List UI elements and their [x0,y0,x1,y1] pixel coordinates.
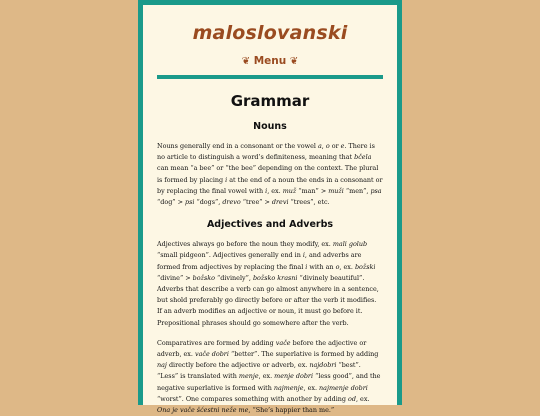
example-term: vače [275,338,291,347]
example-term: menje [238,372,259,381]
comparatives-paragraph [157,338,383,416]
example-term: o [335,262,340,271]
nouns-paragraph [157,141,383,208]
example-term: drevo [222,198,241,207]
header-divider [157,75,383,79]
text-run: Nouns generally end in a consonant or the vowel [157,142,318,150]
example-term: menje dobri [274,372,314,381]
text-run: at the end of a noun the ends in a consonant or by replacing the final vowel with [157,175,383,195]
site-title[interactable]: maloslovanski [192,22,348,44]
text-run: “better”. The superlative is formed by adding [228,350,379,359]
text-run: . There is no article to distinguish a word’s definiteness, meaning that [157,142,375,162]
adjectives-paragraph [157,239,383,329]
example-term: najmenje [273,383,304,392]
example-term: drevi [271,198,289,207]
text-run: , ex. [267,186,283,195]
text-run: “dogs”, [194,198,223,207]
text-run: , and adverbs are formed from adjectives by replacing the final [157,251,362,271]
text-run: directly before the adjective or adverb, ex. [166,361,310,370]
example-term: Ona je vače šćestni neže me [157,406,249,415]
example-term: od [348,394,356,403]
text-run: , [321,142,326,150]
example-term: božsko [192,273,215,282]
example-term: vače dobri [194,350,229,359]
text-run: “dog” > [157,198,185,207]
example-term: božsko krasni [252,273,298,282]
example-term: o [325,142,330,150]
text-run: “divine” > [157,273,193,282]
fleuron-left-icon: ❦ [241,56,251,67]
example-term: naj [157,361,167,370]
section-heading-adjectives: Adjectives and Adverbs [206,219,334,231]
text-run: “man” > [296,186,329,195]
example-term: e [340,142,345,150]
example-term: muži [328,186,344,195]
page-column [138,0,402,415]
text-run: , ex. [355,394,370,403]
text-run: , “She’s happier than me.” [248,406,335,415]
text-run: Adjectives always go before the noun they modify, ex. [157,240,333,249]
example-term: najdobri [309,361,337,370]
text-run: Comparatives are formed by adding [157,338,276,347]
example-term: i [305,262,308,271]
example-term: božski [354,262,376,271]
text-run: “small pidgeon”. Adjectives generally end in [157,251,303,260]
text-run: “divinely”, [214,273,253,282]
text-run: , ex. [339,262,355,271]
example-term: psa [370,186,382,195]
example-term: i [302,251,305,260]
text-run: , ex. [303,383,320,392]
example-term: mali golub [332,240,368,249]
text-run: “less good”, and the negative superlative is formed with [157,372,381,392]
section-heading-nouns: Nouns [253,121,287,132]
example-term: najmenje dobri [319,383,368,392]
text-run: “worst”. One compares something with another by adding [157,394,349,403]
text-run: “trees”, etc. [288,198,330,207]
text-run: or [329,142,341,150]
example-term: psi [184,198,195,207]
text-run: , ex. [258,372,275,381]
fleuron-right-icon: ❦ [289,56,299,67]
menu-label: Menu [253,55,287,67]
example-term: i [265,186,268,195]
example-term: a [317,142,322,150]
text-run: with an [307,262,336,271]
example-term: i [225,175,228,184]
text-run: “divinely beautiful”. Adverbs that describe a verb can go almost anywhere in a sentence, but shold preferably go directly before or after the verb it modifies. If an adverb modifies an adjective or noun, it must go before it. Prepositional phrases should go somewhere after the verb. [157,273,379,327]
menu-button[interactable] [157,55,383,67]
text-run: “best”. “Less” is translated with [157,361,361,381]
text-run: “men”, [343,186,371,195]
example-term: muž [282,186,297,195]
text-run: before the adjective or adverb, ex. [157,338,367,359]
text-run: “tree” > [240,198,272,207]
page-title: Grammar [230,92,310,110]
example-term: bčela [354,153,372,162]
text-run: can mean “a bee” or “the bee” depending on the context. The plural is formed by placing [157,164,379,184]
